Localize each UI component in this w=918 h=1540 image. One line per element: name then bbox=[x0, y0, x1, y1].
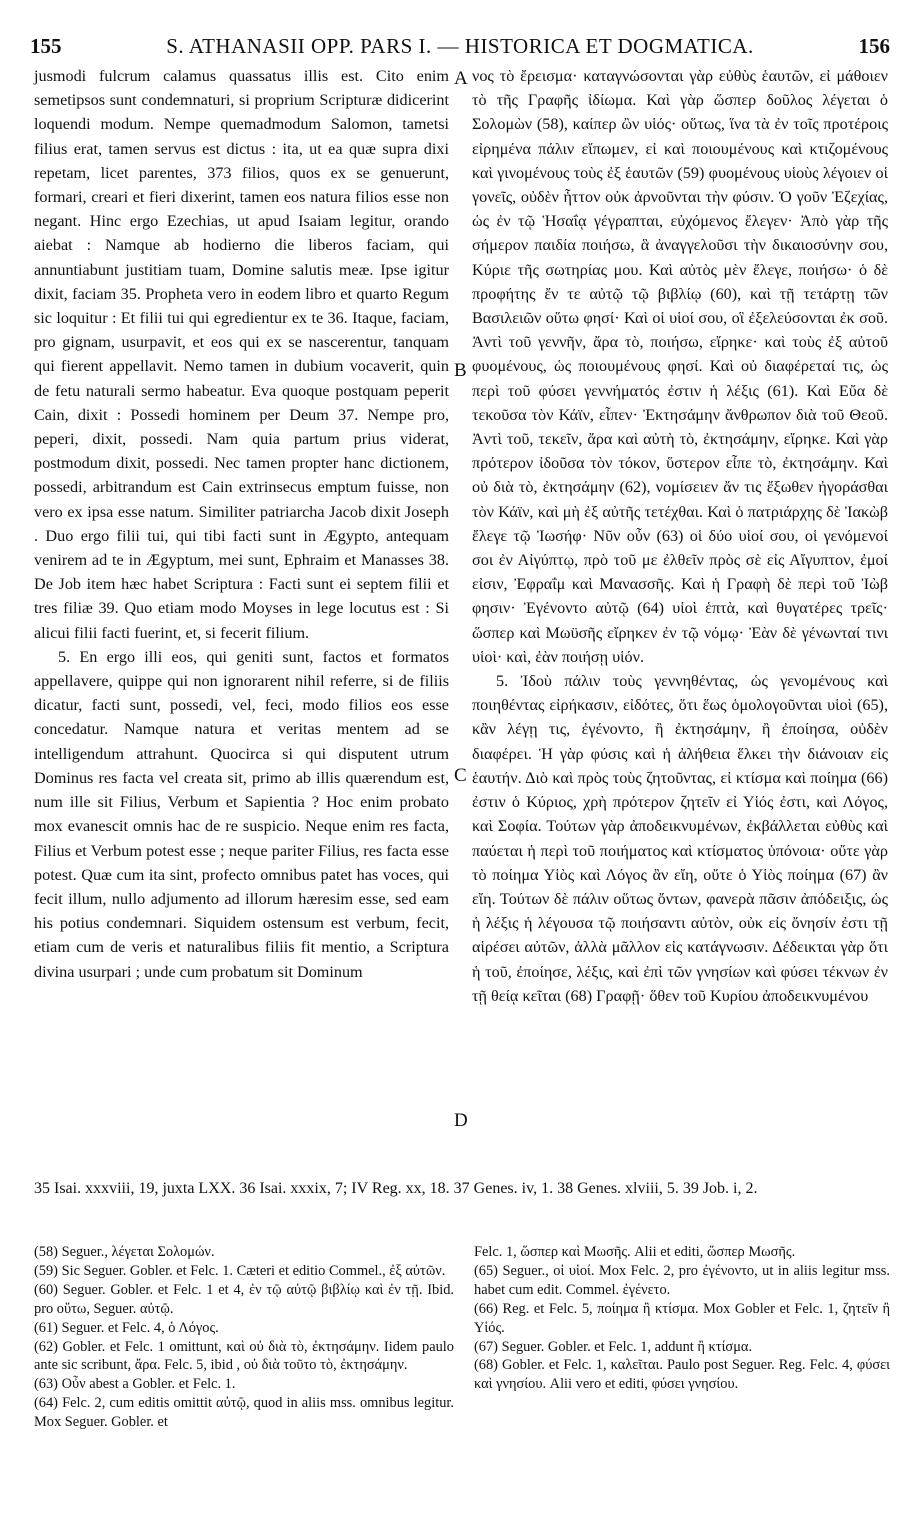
footnote: (58) Seguer., λέγεται Σολομών. bbox=[34, 1244, 215, 1260]
margin-letter-d: D bbox=[454, 1110, 468, 1131]
footnote: (68) Gobler. et Felc. 1, καλεῖται. Paulo post Seguer. Reg. Felc. 4, φύσει καὶ γνησίου. Alii vero et editi, φύσει γνησίου. bbox=[474, 1357, 890, 1393]
footnote: (67) Seguer. Gobler. et Felc. 1, addunt ἢ κτίσμα. bbox=[474, 1338, 753, 1355]
footnote: (64) Felc. 2, cum editis omittit αὐτῷ, quod in aliis mss. omnibus legitur. Mox Seguer. Gobler. et bbox=[34, 1395, 454, 1431]
greek-column bbox=[472, 64, 888, 1008]
footnote: (62) Gobler. et Felc. 1 omittunt, καὶ οὐ διὰ τὸ, ἐκτησάμην. Iidem paulo ante sic scribunt, ἄρα. Felc. 5, ibid , οὐ διὰ τοῦτο τὸ, ἐκτησάμην. bbox=[34, 1338, 454, 1374]
margin-letter-b: B bbox=[454, 360, 467, 381]
footnote: (63) Οὖν abest a Gobler. et Felc. 1. bbox=[34, 1376, 236, 1393]
footnote: (61) Seguer. et Felc. 4, ὁ Λόγος. bbox=[34, 1319, 219, 1336]
margin-letter-a: A bbox=[454, 68, 468, 89]
page-number-right: 156 bbox=[858, 34, 890, 58]
running-header bbox=[30, 34, 890, 64]
footnote: Felc. 1, ὥσπερ καὶ Μωσῆς. Alii et editi, ὥσπερ Μωσῆς. bbox=[474, 1244, 796, 1260]
footnote: (59) Sic Seguer. Gobler. et Felc. 1. Cæteri et editio Commel., ἐξ αὐτῶν. bbox=[34, 1262, 446, 1279]
footnote: (66) Reg. et Felc. 5, ποίημα ἢ κτίσμα. Mox Gobler et Felc. 1, ζητεῖν ἢ Υἱός. bbox=[474, 1300, 890, 1336]
margin-letter-c: C bbox=[454, 765, 467, 786]
footnote: (65) Seguer., οἱ υἱοί. Mox Felc. 2, pro ἐγένοντο, ut in aliis legitur mss. habet cum edit. Commel. ἐγένετο. bbox=[474, 1262, 890, 1298]
footnote: (60) Seguer. Gobler. et Felc. 1 et 4, ἐν τῷ αὐτῷ βιβλίῳ καὶ ἐν τῇ. Ibid. pro οὕτω, Seguer. αὐτῷ. bbox=[34, 1281, 454, 1317]
running-title: S. ATHANASII OPP. PARS I. — HISTORICA ET DOGMATICA. bbox=[166, 34, 754, 58]
greek-paragraph-2: 5. Ἰδοὺ πάλιν τοὺς γεννηθέντας, ὡς γενομένους καὶ ποιηθέντας εἰρήκασιν, εἰδότες, ὅτι ἕως ὁμολογοῦνται υἱοὶ (65), κἂν λέγῃ τις, ἐγένοντο, ἢ ἐκτησάμην, ἢ ἐποίησα, οὐδὲν διαφέρει. Ἡ γὰρ φύσις καὶ ἡ ἀλήθεια ἕλκει τὴν διάνοιαν εἰς ἑαυτήν. Διὸ καὶ πρὸς τοὺς ζητοῦντας, εἰ κτίσμα καὶ ποίημα (66) ἐστιν ὁ Κύριος, χρὴ πρότερον ζητεῖν εἰ Υἱός ἐστι, καὶ Λόγος, καὶ Σοφία. Τούτων γὰρ ἀποδεικνυμένων, ἐκβάλλεται εὐθὺς καὶ παύεται ἡ περὶ τοῦ ποιήματος καὶ κτίσματος ὑπόνοια· οὔτε γὰρ τὸ ποίημα Υἱὸς καὶ Λόγος ἂν εἴη, οὔτε ὁ Υἱὸς ποίημα (67) ἂν εἴη. Τούτων δὲ πάλιν οὕτως ὄντων, φανερὰ πᾶσιν ἀπόδειξις, ὡς ἡ λέξις ἡ λέγουσα τῷ ποιήσαντι αὐτὸν, οὐκ εἰς ὄνησίν ἐστι τῇ αἱρέσει αὐτῶν, ἀλλὰ μᾶλλον εἰς κατάγνωσιν. Δέδεικται γὰρ ὅτι ἡ τοῦ, ἐποίησε, λέξις, καὶ ἐπὶ τῶν γνησίων καὶ φύσει τέκνων ἐν τῇ θείᾳ κεῖται (68) Γραφῇ· ὅθεν τοῦ Κυρίου ἀποδεικνυμένου bbox=[472, 672, 888, 1005]
latin-paragraph-2: 5. En ergo illi eos, qui geniti sunt, factos et formatos appellavere, quippe qui non ignorarent nihil referre, si de filiis dicatur, facti sunt, possedi, vel, feci, modo filios eos esse concedatur. Namque natura et veritas mentem ad se intelligendum attrahunt. Quocirca si qui disputent utrum Dominus res facta vel creata sit, primo ab illis quærendum est, num ille sit Filius, Verbum et Sapientia ? Hoc enim probato mox evanescit omnis hac de re suspicio. Neque enim res facta, Filius et Verbum potest esse ; neque pariter Filius, res facta esse potest. Quæ cum ita sint, profecto omnibus patet has voces, qui fecit illum, nullo adjumento ad illorum hæresim esse, sed eam his potius condemnari. Siquidem ostensum est verbum, fecit, etiam cum de veris et naturalibus filiis fit mentio, a Scriptura divina usurpari ; unde cum probatum sit Dominum bbox=[34, 647, 449, 981]
latin-column bbox=[34, 64, 449, 984]
greek-paragraph-1: νος τὸ ἔρεισμα· καταγνώσονται γὰρ εὐθὺς ἑαυτῶν, εἰ μάθοιεν τὸ τῆς Γραφῆς ἰδίωμα. Καὶ γὰρ ὥσπερ δοῦλος λέγεται ὁ Σολομὼν (58), καίπερ ὢν υἱός· οὕτως, ἵνα τὰ ἐν τοῖς προτέροις εἰρημένα πάλιν εἴπωμεν, εἰ καὶ ποιουμένους καὶ κτιζομένους καὶ γινομένους τοὺς ἐξ ἑαυτῶν (59) φυομένους υἱοὺς λέγοιεν οἱ γονεῖς, οὐδὲν ἧττον οὐκ ἀρνοῦνται τὴν φύσιν. Ὁ γοῦν Ἐζεχίας, ὡς ἐν τῷ Ἡσαΐᾳ γέγραπται, εὐχόμενος ἔλεγεν· Ἀπὸ γὰρ τῆς σήμερον παιδία ποιήσω, ἃ ἀναγγελοῦσι τὴν δικαιοσύνην σου, Κύριε τῆς σωτηρίας μου. Καὶ αὐτὸς μὲν ἔλεγε, ποιήσω· ὁ δὲ προφήτης ἔν τε αὐτῷ τῷ βιβλίῳ (60), καὶ τῇ τετάρτῃ τῶν Βασιλειῶν οὕτω φησί· Καὶ οἱ υἱοί σου, οἳ ἐξελεύσονται ἐκ σοῦ. Ἀντὶ τοῦ γεννῆν, ἄρα τὸ, ποιήσω, εἴρηκε· καὶ τοὺς ἐξ αὐτοῦ φυομένους, ὡς ποιουμένους φησί. Καὶ οὐ διαφέρεταί τις, ὡς περὶ τοῦ φύσει γεννήματός ἐστιν ἡ λέξις (61). Καὶ Εὔα δὲ τεκοῦσα τὸν Κάϊν, εἶπεν· Ἐκτησάμην ἄνθρωπον διὰ τοῦ Θεοῦ. Ἀντὶ τοῦ, τεκεῖν, ἄρα καὶ αὐτὴ τὸ, ἐκτησάμην, εἴρηκε. Καὶ γὰρ πρότερον ἰδοῦσα τὸν τόκον, ὕστερον εἶπε τὸ, ἐκτησάμην. Καὶ οὐ διὰ τὸ, ἐκτησάμην (62), νομίσειεν ἄν τις ἔξωθεν ἠγοράσθαι τὸν Κάϊν, καὶ μὴ ἐξ αὐτῆς τετέχθαι. Καὶ ὁ πατριάρχης δὲ Ἰακὼβ ἔλεγε τῷ Ἰωσήφ· Νῦν οὖν (63) οἱ δύο υἱοί σου, οἱ γενόμενοί σοι ἐν Αἰγύπτῳ, πρὸ τοῦ με ἐλθεῖν πρὸς σὲ εἰς Αἴγυπτον, ἐμοί εἰσιν, Ἐφραΐμ καὶ Μανασσῆς. Καὶ ἡ Γραφὴ δὲ περὶ τοῦ Ἰὼβ φησιν· Ἐγένοντο αὐτῷ (64) υἱοὶ ἑπτὰ, καὶ θυγατέρες τρεῖς· ὥσπερ καὶ Μωϋσῆς εἴρηκεν ἐν τῷ νόμῳ· Ἐὰν δὲ γένωνταί τινι υἱοὶ· καὶ, ἐὰν ποιήσῃ υἱόν. bbox=[472, 67, 888, 666]
footnotes-left bbox=[34, 1243, 454, 1432]
scripture-references: 35 Isai. xxxviii, 19, juxta LXX. 36 Isai. xxxix, 7; IV Reg. xx, 18. 37 Genes. iv, 1. 38 Genes. xlviii, 5. 39 Job. i, 2. bbox=[34, 1180, 758, 1197]
page-number-left: 155 bbox=[30, 34, 62, 58]
latin-paragraph-1: jusmodi fulcrum calamus quassatus illis est. Cito enim semetipsos sunt condemnaturi, si proprium Scripturæ didicerint loquendi modum. Nempe quemadmodum Salomon, tametsi filius erat, tamen servus est dictus : ita, ut ea quæ supra dixi repetam, licet parentes, 373 filios, quos ex se genuerunt, formari, creari et fieri dixerint, tamen eos natura filios esse non negant. Hinc ergo Ezechias, ut apud Isaiam legitur, orando aiebat : Namque ab hodierno die liberos faciam, qui annuntiabunt justitiam tuam, Domine salutis meæ. Ipse igitur dixit, faciam 35. Propheta vero in eodem libro et quarto Regum sic loquitur : Et filii tui qui egredientur ex te 36. Itaque, faciam, pro gignam, usurpavit, et eos qui ex se nascerentur, tanquam qui fierent appellavit. Nemo tamen in dubium vocaverit, quin de fetu naturali sermo habeatur. Eva quoque postquam peperit Cain, dixit : Possedi hominem per Deum 37. Nempe pro, peperi, dixit, possedi. Nam quia partum prius viderat, postmodum dixit, possedi. Nec tamen propter hanc dictionem, possedi, arbitrandum est Cain extrinsecus emptum fuisse, non vero ex ipsa esse natum. Similiter patriarcha Jacob dixit Joseph . Duo ergo filii tui, qui tibi facti sunt in Ægypto, antequam venirem ad te in Ægyptum, mei sunt, Ephraim et Manasses 38. De Job item hæc habet Scriptura : Facti sunt ei septem filii et tres filiæ 39. Quo etiam modo Moyses in lege locutus est : Si alicui filii facti fuerint, et, si fecerit filium. bbox=[34, 67, 449, 642]
footnotes-right bbox=[474, 1243, 890, 1394]
